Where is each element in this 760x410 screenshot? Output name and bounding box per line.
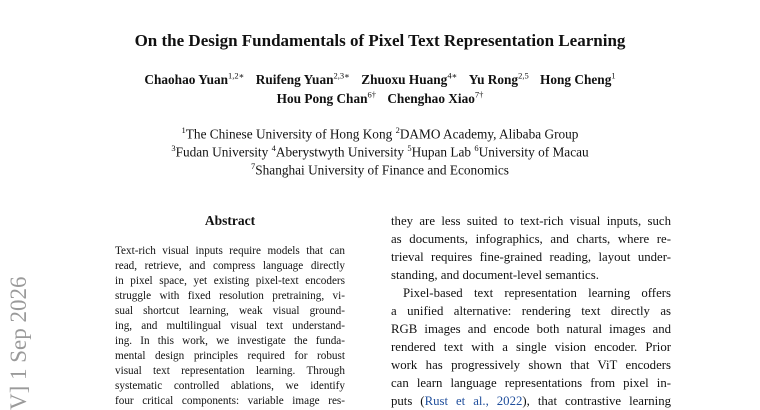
author: Zhuoxu Huang$^{4∗}$ <box>361 71 458 88</box>
abstract-line: ing. In this work, we investigate the funda- <box>115 335 345 347</box>
body-line: work has progressively shown that ViT encoders <box>391 358 671 372</box>
abstract-line: ing, and multilingual visual text understand- <box>115 320 345 332</box>
affiliation-line-3: $^7$Shanghai University of Finance and Economics <box>251 161 509 178</box>
paper-title: On the Design Fundamentals of Pixel Text Representation Learning <box>134 31 626 50</box>
abstract-heading: Abstract <box>204 213 256 228</box>
abstract-line: four critical components: variable image res- <box>115 395 345 407</box>
citation-link[interactable]: Rust et al., 2022 <box>424 394 523 408</box>
body-line: a unified alternative: rendering text directly as <box>391 304 671 318</box>
body-line: standing, and document-level semantics. <box>391 268 599 282</box>
author: Hong Cheng$^1$ <box>540 71 616 88</box>
body-line: they are less suited to text-rich visual inputs, such <box>391 214 671 228</box>
body-line: trieval requires fine-grained reading, layout under- <box>391 250 671 264</box>
body-line: as documents, infographics, and charts, where re- <box>391 232 671 246</box>
author: Chaohao Yuan$^{1,2∗}$ <box>144 71 245 88</box>
abstract-line: mental design principles required for robust <box>115 350 345 362</box>
body-line: rendered text with a single vision encoder. Prior <box>391 340 671 354</box>
body-line: puts (Rust et al., 2022), that contrastive learning <box>391 394 671 408</box>
author-list-row-1 <box>0 71 760 88</box>
abstract-line: read, retrieve, and compress language directly <box>115 260 345 272</box>
affiliation-line-2: $^3$Fudan University $^4$Aberystwyth University $^5$Hupan Lab $^6$University of Macau <box>171 143 589 160</box>
arxiv-watermark: V] 1 Sep 2026 <box>6 276 31 410</box>
affiliation-line-1: $^1$The Chinese University of Hong Kong $^2$DAMO Academy, Alibaba Group <box>181 125 579 142</box>
body-line: can learn language representations from pixel in- <box>391 376 671 390</box>
author-list-row-2 <box>0 90 760 107</box>
abstract-line: in pixel space, yet existing pixel-text encoders <box>115 275 345 287</box>
author: Hou Pong Chan$^{6\dagger}$ <box>276 90 376 107</box>
abstract-line: sual shortcut learning, weak visual ground- <box>115 305 345 317</box>
author: Yu Rong$^{2,5}$ <box>468 71 529 88</box>
abstract-line: struggle with fixed resolution pretraining, vi- <box>115 290 345 302</box>
author: Chenghao Xiao$^{7\dagger}$ <box>387 90 484 107</box>
abstract-line: systematic controlled ablations, we identify <box>115 380 345 392</box>
author: Ruifeng Yuan$^{2,3∗}$ <box>255 71 350 88</box>
body-line: RGB images and encode both natural images and <box>391 322 671 336</box>
abstract-line: Text-rich visual inputs require models that can <box>115 245 345 257</box>
body-line: Pixel-based text representation learning offers <box>403 286 671 300</box>
abstract-line: visual text representation learning. Through <box>115 365 345 377</box>
